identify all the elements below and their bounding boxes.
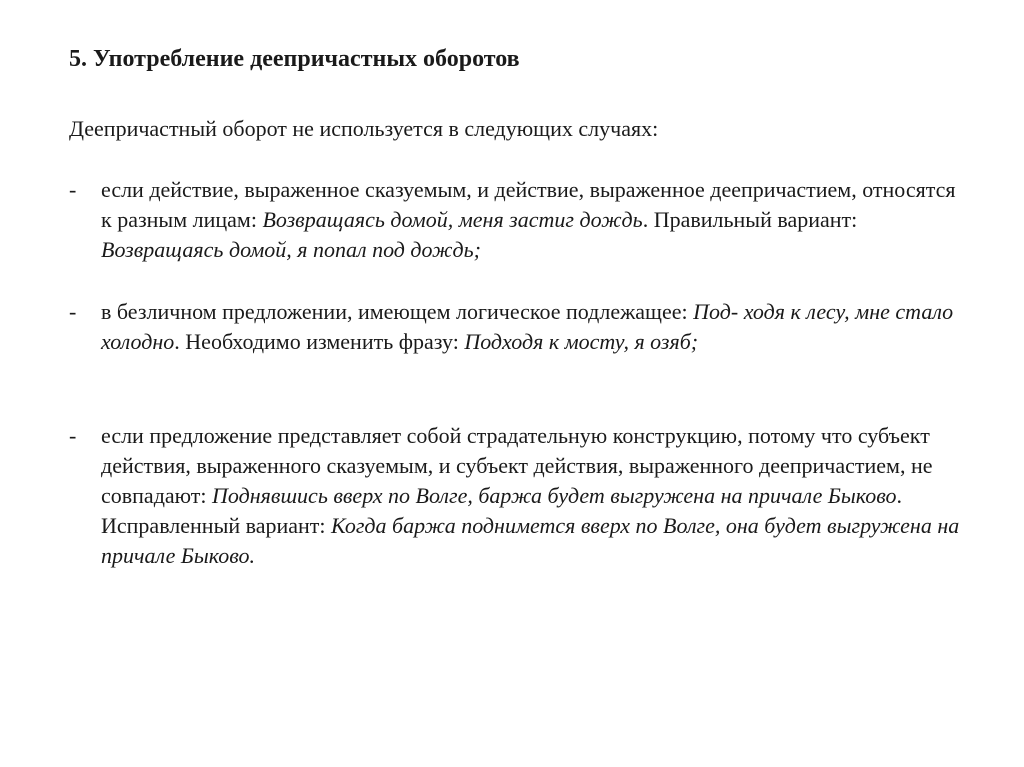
bullet-dash: - bbox=[69, 299, 77, 324]
item-example: Подходя к мосту, я озяб; bbox=[464, 329, 699, 354]
item-example: Когда баржа поднимется вверх по Волге, она будет выгружена на причале Быково. bbox=[101, 513, 960, 568]
list-item bbox=[69, 421, 969, 571]
bullet-dash: - bbox=[69, 177, 77, 202]
item-text: в безличном предложении, имеющем логическое подлежащее: bbox=[101, 299, 694, 324]
item-text: если действие, выраженное сказуемым, и действие, выраженное деепричастием, относятся к разным лицам: bbox=[101, 177, 956, 232]
list-item bbox=[69, 297, 969, 357]
item-text: . Исправленный вариант: bbox=[101, 483, 902, 538]
item-example: Возвращаясь домой, я попал под дождь; bbox=[101, 237, 481, 262]
item-text: если предложение представляет собой страдательную конструкцию, потому что субъект действия, выраженного сказуемым, и субъект действия, выраженного деепричастием, не совпадают: bbox=[101, 423, 933, 508]
item-text: . Правильный вариант: bbox=[642, 207, 858, 232]
intro-text: Деепричастный оборот не используется в следующих случаях: bbox=[69, 116, 659, 141]
list-item bbox=[69, 175, 969, 265]
list-item-body bbox=[101, 297, 969, 357]
page-title: 5. Употребление деепричастных оборотов bbox=[69, 46, 520, 72]
list-item-body bbox=[101, 175, 969, 265]
item-text: . Необходимо изменить фразу: bbox=[174, 329, 465, 354]
item-example: Возвращаясь домой, меня застиг дождь bbox=[262, 207, 643, 232]
list-item-body bbox=[101, 421, 969, 571]
item-example: Поднявшись вверх по Волге, баржа будет выгружена на причале Быково bbox=[212, 483, 897, 508]
item-example: Под- ходя к лесу, мне стало холодно bbox=[101, 299, 954, 354]
bullet-dash: - bbox=[69, 423, 77, 448]
